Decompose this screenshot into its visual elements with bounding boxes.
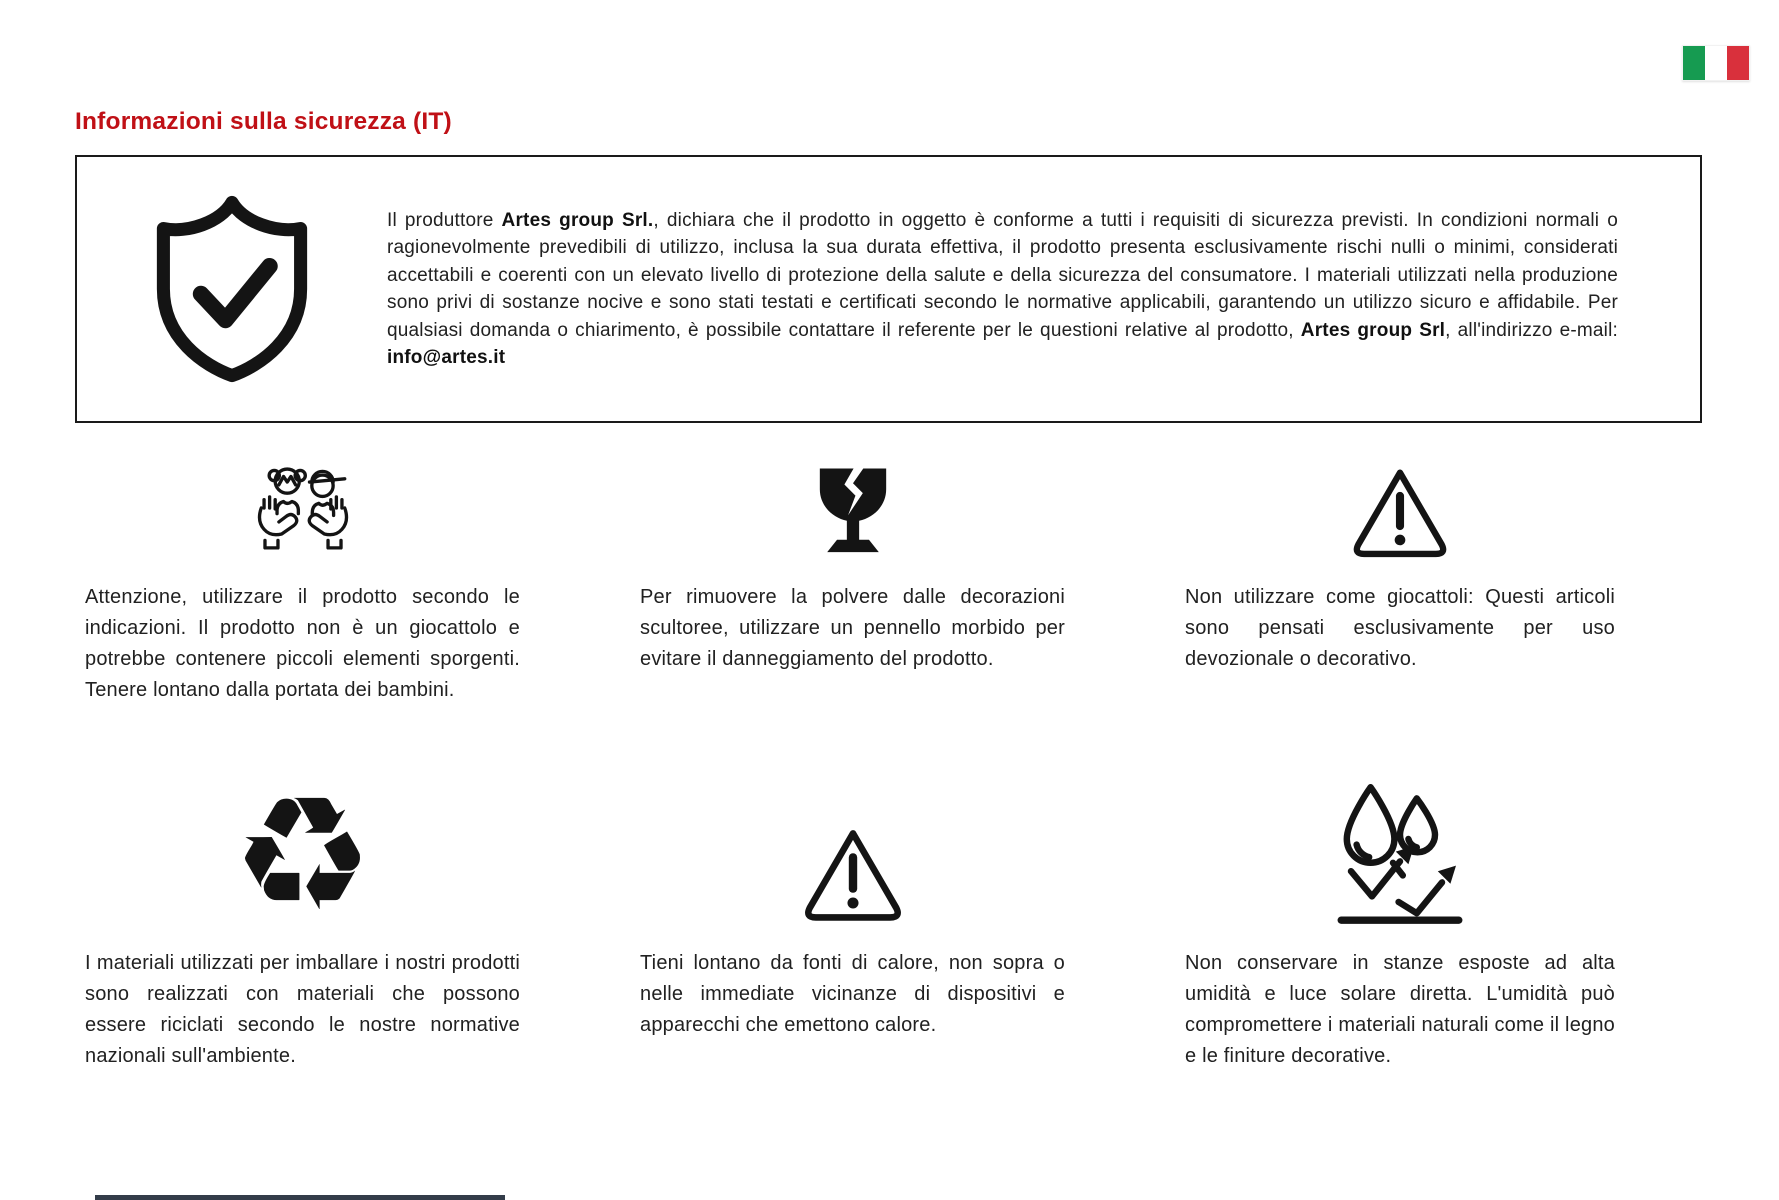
intro-text-run: , all'indirizzo e-mail: <box>1445 319 1618 341</box>
contact-email: info@artes.it <box>387 347 506 368</box>
contact-name: Artes group Srl <box>1300 319 1446 341</box>
safety-item-heat <box>640 770 1065 1072</box>
manufacturer-name: Artes group Srl. <box>501 209 654 231</box>
fragile-glass-icon <box>640 430 1065 562</box>
flag-green-stripe <box>1683 46 1705 80</box>
italy-flag-icon <box>1682 45 1750 81</box>
safety-item-not-a-toy <box>1185 430 1615 770</box>
safety-item-text: I materiali utilizzati per imballare i nostri prodotti sono realizzati con materiali che possono essere riciclati secondo le nostre normative nazionali sull'ambiente. <box>85 952 520 1067</box>
safety-item-text: Attenzione, utilizzare il prodotto secondo le indicazioni. Il prodotto non è un giocattolo e potrebbe contenere piccoli elementi sporgenti. Tenere lontano dalla portata dei bambini. <box>85 586 520 701</box>
safety-item-fragile <box>640 430 1065 770</box>
safety-items-grid <box>85 430 1615 1072</box>
page-title: Informazioni sulla sicurezza (IT) <box>75 108 452 135</box>
recycle-icon <box>85 762 520 947</box>
flag-red-stripe <box>1727 46 1749 80</box>
humidity-arrows-icon <box>1185 770 1615 926</box>
safety-item-children <box>85 430 520 770</box>
flag-white-stripe <box>1705 46 1727 80</box>
safety-item-text: Tieni lontano da fonti di calore, non sopra o nelle immediate vicinanze di dispositivi e apparecchi che emettono calore. <box>640 952 1065 1036</box>
page-edge-line <box>95 1195 505 1200</box>
safety-item-recycling <box>85 762 520 1072</box>
declaration-box <box>75 155 1702 423</box>
safety-item-text: Per rimuovere la polvere dalle decorazioni scultoree, utilizzare un pennello morbido per evitare il danneggiamento del prodotto. <box>640 586 1065 670</box>
safety-item-humidity <box>1185 770 1615 1072</box>
safety-item-text: Non utilizzare come giocattoli: Questi articoli sono pensati esclusivamente per uso devozionale o decorativo. <box>1185 586 1615 670</box>
recycle-glyph: ♻ <box>231 762 374 947</box>
intro-text-run: , dichiara che il prodotto in oggetto è conforme a tutti i requisiti di sicurezza previsti. In condizioni normali o ragionevolmente prevedibili di utilizzo, inclusa la sua durata effettiva, il prodotto presenta esclusivamente rischi nulli o minimi, considerati accettabili e coerenti con un elevato livello di protezione della salute e della sicurezza del consumatore. I materiali utilizzati nella produzione sono privi di sostanze nocive e sono stati testati e certificati secondo le normative applicabili, garantendo un utilizzo sicuro e affidabile. Per qualsiasi domanda o chiarimento, è possibile contattare il referente per le questioni relative al prodotto, <box>387 209 1618 341</box>
warning-triangle-icon <box>640 770 1065 926</box>
intro-text-run: Il produttore <box>387 209 502 231</box>
shield-check-icon <box>77 191 387 387</box>
declaration-paragraph <box>387 207 1700 372</box>
warning-triangle-icon <box>1185 430 1615 562</box>
children-hands-icon <box>85 430 520 562</box>
safety-item-text: Non conservare in stanze esposte ad alta umidità e luce solare diretta. L'umidità può compromettere i materiali naturali come il legno e le finiture decorative. <box>1185 952 1615 1067</box>
